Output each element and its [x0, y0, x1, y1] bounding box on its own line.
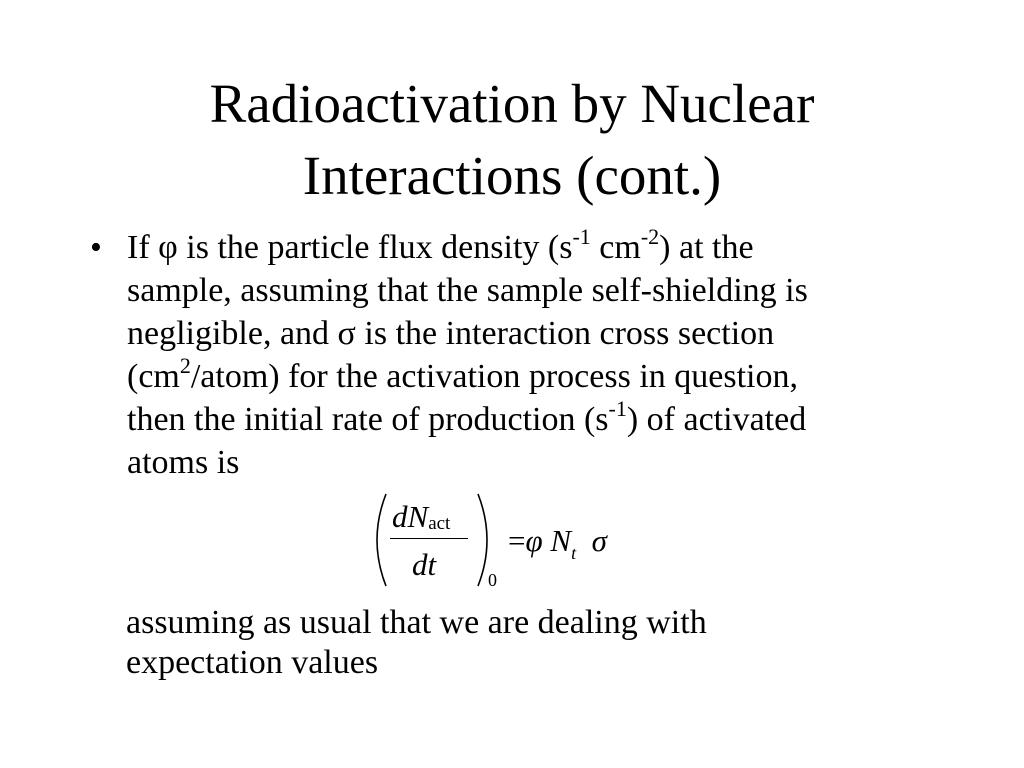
paren-subscript: 0	[488, 570, 497, 590]
phi-symbol: φ	[525, 523, 543, 558]
bullet-line-1-b: cm	[590, 229, 641, 266]
superscript-cm-minus-2: -2	[640, 223, 660, 249]
continuation-text	[126, 603, 946, 683]
superscript-s-minus-1-b: -1	[608, 395, 627, 421]
bullet-line-4	[127, 352, 947, 398]
fraction-denominator: dt	[412, 547, 437, 582]
n-symbol: N	[550, 523, 572, 558]
numerator-subscript: act	[428, 513, 451, 534]
title-line-1: Radioactivation by Nuclear	[209, 73, 815, 134]
bullet-line-4-b: /atom) for the activation process in question,	[190, 358, 798, 395]
bullet-line-6: atoms is	[127, 444, 240, 481]
bullet-line-1-c: ) at the	[659, 229, 754, 266]
rate-equation	[366, 490, 666, 594]
fraction-numerator	[392, 500, 450, 539]
bullet-text	[127, 223, 947, 484]
sigma-symbol: σ	[591, 523, 607, 558]
bullet-line-5-b: ) of activated	[626, 401, 807, 438]
slide-title	[0, 68, 1024, 212]
equation-rhs	[508, 524, 607, 562]
bullet-line-4-a: (cm	[127, 358, 180, 395]
continuation-line-2: expectation values	[126, 644, 379, 681]
bullet-marker: •	[90, 229, 102, 266]
numerator-var: dN	[392, 499, 429, 534]
bullet-line-5-a: then the initial rate of production (s	[127, 401, 609, 438]
bullet-line-1-a: If φ is the particle flux density (s	[127, 229, 573, 266]
superscript-s-minus-1: -1	[572, 223, 591, 249]
bullet-line-3: negligible, and σ is the interaction cross section	[127, 315, 775, 352]
left-parenthesis	[366, 490, 390, 590]
fraction-bar	[390, 538, 468, 539]
bullet-line-1	[127, 223, 947, 269]
equals-sign: =	[508, 523, 526, 558]
continuation-line-1: assuming as usual that we are dealing with	[126, 604, 707, 641]
bullet-line-5	[127, 395, 947, 441]
superscript-cm-2: 2	[179, 352, 191, 378]
n-subscript: t	[571, 543, 577, 563]
bullet-line-2: sample, assuming that the sample self-shielding is	[127, 272, 808, 309]
title-line-2: Interactions (cont.)	[302, 145, 722, 206]
